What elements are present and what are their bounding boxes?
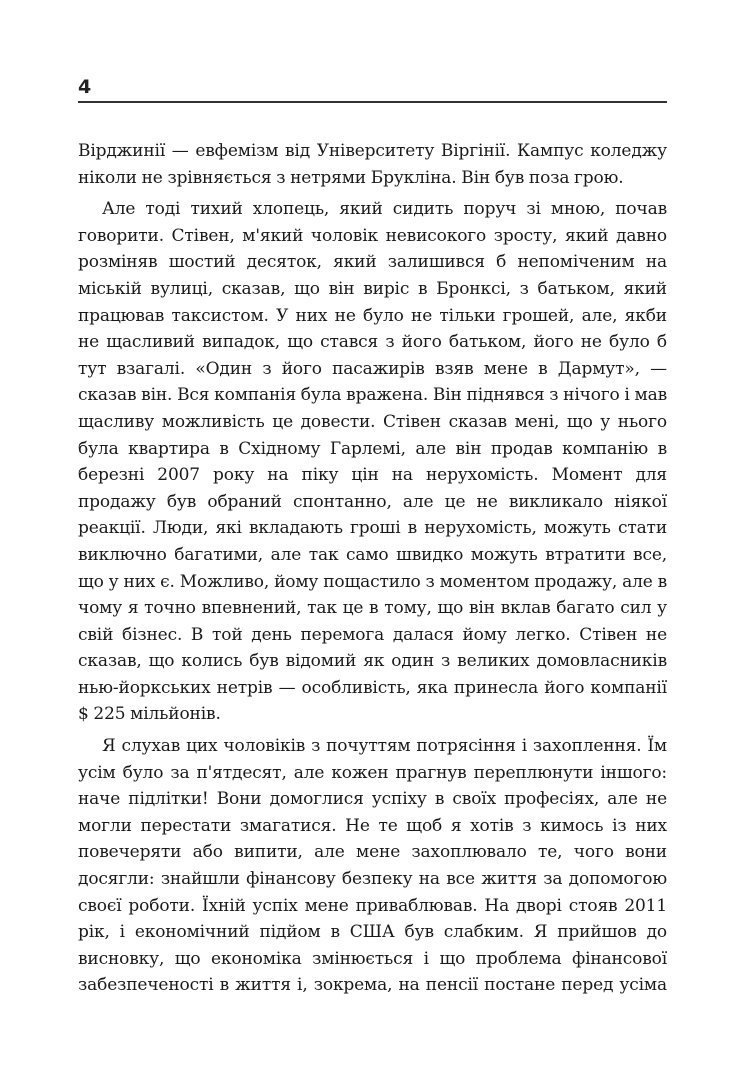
body-text: [78, 138, 667, 999]
paragraph-2: Але тоді тихий хлопець, який сидить поруч зі мною, почав говорити. Стівен, м'який чоловік невисокого зросту, який давно розміняв шостий десяток, який залишився б непоміченим на міській вулиці, сказав, що він виріс в Бронксі, з батьком, який працював таксистом. У них не було не тільки грошей, але, якби не щасливий випадок, що стався з його батьком, його не було б тут взагалі. «Один з його пасажирів взяв мене в Дармут», — сказав він. Вся компанія була вражена. Він піднявся з нічого і мав щасливу можливість це довести. Стівен сказав мені, що у нього була квартира в Східному Гарлемі, але він продав компанію в березні 2007 року на піку цін на нерухомість. Момент для продажу був обраний спонтанно, але це не викликало ніякої реакції. Люди, які вкладають гроші в нерухомість, можуть стати виключно багатими, але так само швидко можуть втратити все, що у них є. Можливо, йому пощастило з моментом продажу, але в чому я точно впевнений, так це в тому, що він вклав багато сил у свій бізнес. В той день перемога далася йому легко. Стівен не сказав, що колись був відомий як один з великих домовласників нью-йоркських нетрів — особливість, яка принесла його компанії $ 225 мільйонів.: [78, 199, 667, 725]
page-number: 4: [78, 76, 92, 98]
paragraph-3: Я слухав цих чоловіків з почуттям потрясіння і захоплення. Їм усім було за п'ятдесят, але кожен прагнув переплюнути іншого: наче підлітки! Вони домоглися успіху в своїх професіях, але не могли перестати змагатися. Не те щоб я хотів з кимось із них повечеряти або випити, але мене захоплювало те, чого вони досягли: знайшли фінансову безпеку на все життя за допомогою своєї роботи. Їхній успіх мене приваблював. На дворі стояв 2011 рік, і економічний підйом в США був слабким. Я прийшов до висновку, що економіка змінюється і що проблема фінансової забезпеченості в життя і, зокрема, на пенсії постане перед усіма: [78, 736, 667, 996]
header-rule: [78, 101, 667, 103]
paragraph-1: Вірджинії — евфемізм від Університету Віргінії. Кампус коледжу ніколи не зрівняється з нетрями Брукліна. Він був поза грою.: [78, 141, 667, 188]
